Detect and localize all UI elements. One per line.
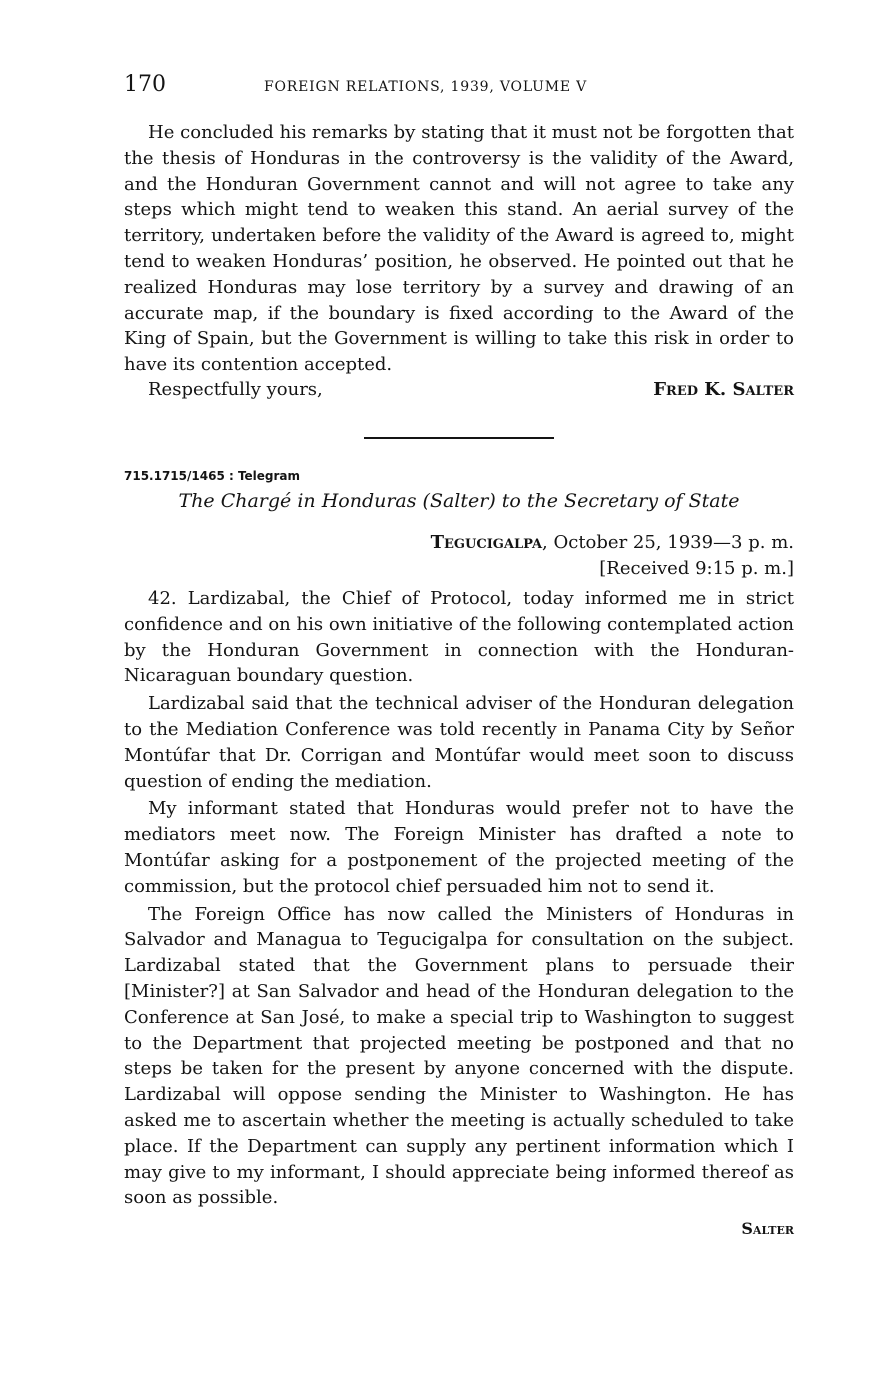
letter-paragraph: He concluded his remarks by stating that it must not be forgotten that the thesis of Honduras in the controversy is the validity of the Award, and the Honduran Government cannot and will not agree to take any steps which might tend to weaken this stand. An aerial survey of the territory, undertaken before the validity of the Award is agreed to, might tend to weaken Honduras’ position, he observed. He pointed out that he realized Honduras may lose territory by a survey and drawing of an accurate map, if the boundary is fixed according to the Award of the King of Spain, but the Government is willing to take this risk in order to have its contention accepted. — [124, 122, 794, 376]
letter-signature: Fred K. Salter — [653, 378, 794, 400]
file-reference: 715.1715/1465 : Telegram — [124, 468, 301, 483]
received-note: [Received 9:15 p. m.] — [599, 557, 794, 579]
telegram-paragraph: My informant stated that Honduras would prefer not to have the mediators meet now. The Foreign Minister has drafted a note to Montúfar asking for a postponement of the projected meeting of the commission, but the protocol chief persuaded him not to send it. — [124, 798, 794, 897]
section-divider — [364, 437, 554, 439]
telegram-body — [124, 586, 794, 1211]
page-number: 170 — [124, 72, 166, 97]
running-head: FOREIGN RELATIONS, 1939, VOLUME V — [264, 79, 588, 95]
letter-closing: Respectfully yours, — [148, 378, 323, 400]
telegram-paragraph: 42. Lardizabal, the Chief of Protocol, today informed me in strict confidence and on his own initiative of the following contemplated action by the Honduran Government in connection with the Honduran-Nicaraguan boundary question. — [124, 587, 794, 687]
telegram-paragraph: The Foreign Office has now called the Ministers of Honduras in Salvador and Managua to Tegucigalpa for consultation on the subject. Lardizabal stated that the Government plans to persuade their [Minister?] at San Salvador and head of the Honduran delegation to the Conference at San José, to make a special trip to Washington to suggest to the Department that projected meeting be postponed and that no steps be taken for the present by anyone concerned with the dispute. Lardizabal will oppose sending the Minister to Washington. He has asked me to ascertain whether the meeting is actually scheduled to take place. If the Department can supply any pertinent information which I may give to my informant, I should appreciate being informed thereof as soon as possible. — [124, 903, 794, 1209]
document-page — [124, 72, 794, 1238]
dateline-place: Tegucigalpa — [430, 531, 543, 553]
dateline-date: , October 25, 1939—3 p. m. — [542, 531, 794, 553]
letter-section — [124, 120, 794, 400]
telegram-paragraph: Lardizabal said that the technical adviser of the Honduran delegation to the Mediation Conference was told recently in Panama City by Señor Montúfar that Dr. Corrigan and Montúfar would meet soon to discuss question of ending the mediation. — [124, 693, 794, 792]
page-header — [124, 72, 794, 106]
dateline-block — [124, 530, 794, 582]
closing-row — [124, 379, 794, 400]
telegram-signature: Salter — [741, 1219, 794, 1239]
dateline — [124, 530, 794, 556]
document-title: The Chargé in Honduras (Salter) to the Secretary of State — [178, 489, 740, 512]
